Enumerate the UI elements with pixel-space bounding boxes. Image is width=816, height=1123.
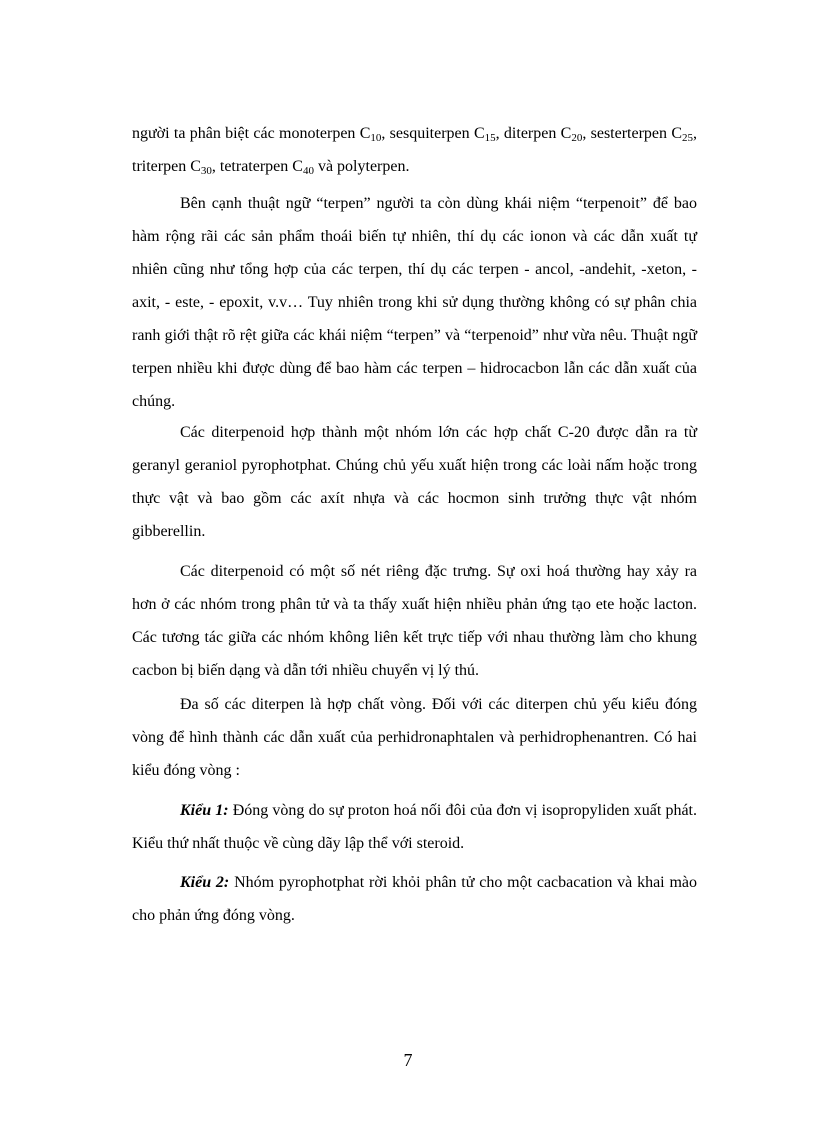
- paragraph-type-2: Kiểu 2: Nhóm pyrophotphat rời khỏi phân tử cho một cacbacation và khai mào cho phản ứng đóng vòng.: [132, 874, 697, 924]
- paragraph-diterpenoid-group: Các diterpenoid hợp thành một nhóm lớn các hợp chất C-20 được dẫn ra từ geranyl geraniol pyrophotphat. Chúng chủ yếu xuất hiện trong các loài nấm hoặc trong thực vật và bao gồm các axít nhựa và các hocmon sinh trưởng thực vật nhóm gibberellin.: [132, 424, 697, 540]
- paragraph-terpenoit: Bên cạnh thuật ngữ “terpen” người ta còn dùng khái niệm “terpenoit” để bao hàm rộng rãi các sản phẩm thoái biến tự nhiên, thí dụ các ionon và các dẫn xuất tự nhiên cũng như tổng hợp của các terpen, thí dụ các terpen - ancol, -andehit, -xeton, -axit, - este, - epoxit, v.v… Tuy nhiên trong khi sử dụng thường không có sự phân chia ranh giới thật rõ rệt giữa các khái niệm “terpen” và “terpenoid” như vừa nêu. Thuật ngữ terpen nhiều khi được dùng để bao hàm các terpen – hidrocacbon lẫn các dẫn xuất của chúng.: [132, 195, 697, 410]
- paragraph-terpen-classes: người ta phân biệt các monoterpen $C_{10}$, sesquiterpen $C_{15}$, diterpen $C_{20}$, sesterterpen $C_{25}$, triterpen $C_{30}$, tetraterpen $C_{40}$ và polyterpen.: [132, 125, 697, 177]
- paragraph-type-1: Kiểu 1: Đóng vòng do sự proton hoá nối đôi của đơn vị isopropyliden xuất phát. Kiểu thứ nhất thuộc về cùng dãy lập thể với steroid.: [132, 802, 697, 852]
- page-number: 7: [403, 1050, 413, 1070]
- paragraph-ring-closure: Đa số các diterpen là hợp chất vòng. Đối với các diterpen chủ yếu kiểu đóng vòng để hình thành các dẫn xuất của perhidronaphtalen và perhidrophenantren. Có hai kiểu đóng vòng :: [132, 696, 697, 779]
- type-1-label: Kiểu 1:: [180, 802, 229, 819]
- paragraph-diterpenoid-features: Các diterpenoid có một số nét riêng đặc trưng. Sự oxi hoá thường hay xảy ra hơn ở các nhóm trong phân tử và ta thấy xuất hiện nhiều phản ứng tạo ete hoặc lacton. Các tương tác giữa các nhóm không liên kết trực tiếp với nhau thường làm cho khung cacbon bị biến dạng và dẫn tới nhiều chuyển vị lý thú.: [132, 563, 697, 679]
- type-2-label: Kiểu 2:: [180, 874, 230, 891]
